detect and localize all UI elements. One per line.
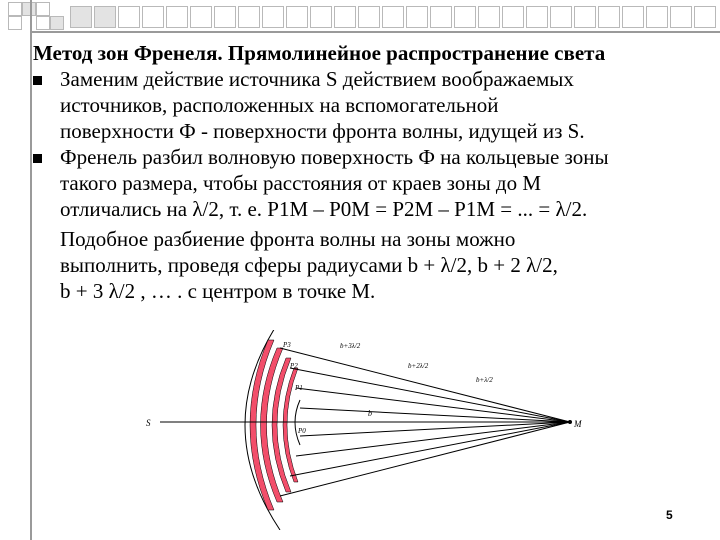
p3-label: P3 — [283, 341, 291, 349]
p1-label: P1 — [295, 384, 303, 392]
slide-title: Метод зон Френеля. Прямолинейное распространение света — [33, 41, 606, 65]
b3-label: b+3λ/2 — [340, 342, 361, 350]
body-line-1: Заменим действие источника S действием воображаемых — [60, 67, 574, 91]
left-rule — [30, 0, 32, 540]
body-line-9: b + 3 λ/2 , … . с центром в точке M. — [60, 279, 376, 303]
b-label: b — [368, 409, 372, 418]
p0-label: P0 — [298, 427, 306, 435]
b2-label: b+2λ/2 — [408, 362, 429, 370]
body-line-6: отличались на λ/2, т. е. P1M – P0M = P2M – P1M = ... = λ/2. — [60, 197, 588, 221]
header-rule — [30, 31, 720, 33]
p2-label: P2 — [290, 362, 298, 370]
body-line-7: Подобное разбиение фронта волны на зоны можно — [60, 227, 516, 251]
bullet-icon — [33, 70, 47, 84]
body-line-2: источников, расположенных на вспомогательной — [60, 93, 499, 117]
source-label: S — [146, 418, 151, 428]
body-line-4: Френель разбил волновую поверхность Ф на кольцевые зоны — [60, 145, 609, 169]
bullet-icon — [33, 148, 47, 162]
point-m-label: M — [574, 419, 582, 429]
page-number: 5 — [666, 508, 673, 522]
body-line-5: такого размера, чтобы расстояния от краев зоны до M — [60, 171, 542, 195]
body-line-3: поверхности Ф - поверхности фронта волны, идущей из S. — [60, 119, 585, 143]
point-m-marker — [568, 420, 572, 424]
body-line-8: выполнить, проведя сферы радиусами b + λ/2, b + 2 λ/2, — [60, 253, 558, 277]
b1-label: b+λ/2 — [476, 376, 493, 384]
header-decoration — [0, 0, 720, 40]
fresnel-zones-diagram — [140, 330, 610, 530]
